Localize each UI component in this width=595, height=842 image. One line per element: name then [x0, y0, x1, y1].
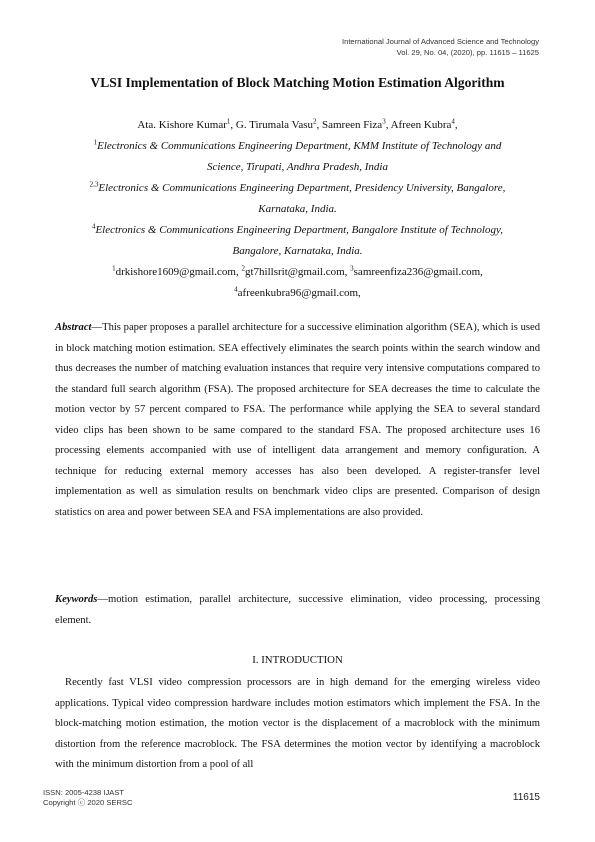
author-sup: 3 — [382, 117, 386, 126]
affiliation-line: Bangalore, Karnataka, India. — [232, 245, 363, 257]
email-address[interactable]: gt7hillsrit@gmail.com, — [245, 266, 348, 278]
section-heading: I. INTRODUCTION — [252, 654, 343, 666]
footer-info — [43, 788, 132, 808]
affiliation — [52, 220, 543, 241]
affiliation — [52, 199, 543, 220]
email-sup: 2 — [241, 264, 245, 273]
author-block — [52, 115, 543, 304]
issn: ISSN: 2005-4238 IJAST — [43, 788, 125, 797]
abstract-text: —This paper proposes a parallel architecture for a successive elimination algorithm (SEA), which is used in block matching motion estimation. SEA effectively eliminates the search points within the search window and thus decreases the number of matching evaluation instances that require very intensive computations compared to the standard full search algorithm (FSA). The proposed architecture for SEA decreases the time to calculate the motion vector by 57 percent compared to FSA. The performance while applying the SEA to several standard video clips has been shown to be same compared to the standard FSA. The proposed architecture uses 16 processing elements accompanied with use of intelligent data arrangement and memory configuration. A technique for reducing external memory accesses has also been developed. A register-transfer level implementation as well as simulation results on benchmark video clips are presented. Comparison of design statistics on area and power between SEA and FSA implementations are also provided. — [55, 322, 540, 518]
author-name: Afreen Kubra — [390, 119, 452, 131]
affiliation-line: Electronics & Communications Engineering Department, KMM Institute of Technology and — [97, 140, 502, 152]
affiliation-sup: 1 — [93, 138, 98, 147]
affiliation — [52, 178, 543, 199]
affiliation-sup: 2,3 — [89, 180, 99, 189]
author-name: G. Tirumala Vasu — [235, 119, 313, 131]
affiliation-line: Electronics & Communications Engineering Department, Presidency University, Bangalore, — [98, 182, 506, 194]
copyright: Copyright ⓒ 2020 SERSC — [43, 798, 133, 807]
email-address[interactable]: drkishore1609@gmail.com, — [115, 266, 239, 278]
journal-name: International Journal of Advanced Science and Technology — [341, 37, 539, 46]
affiliation — [52, 157, 543, 178]
abstract-label: Abstract — [55, 322, 92, 333]
keywords — [55, 590, 540, 631]
author-sup: 2 — [313, 117, 317, 126]
journal-volume: Vol. 29, No. 04, (2020), pp. 11615 – 11625 — [396, 48, 539, 57]
email-line — [52, 262, 543, 283]
paper-title: VLSI Implementation of Block Matching Motion Estimation Algorithm — [90, 75, 505, 90]
abstract — [55, 318, 540, 523]
affiliation-line: Electronics & Communications Engineering Department, Bangalore Institute of Technology, — [95, 224, 504, 236]
affiliation — [52, 241, 543, 262]
author-name: Ata. Kishore Kumar — [137, 119, 227, 131]
keywords-text: —motion estimation, parallel architecture, successive elimination, video processing, processing element. — [55, 594, 540, 626]
email-line — [52, 283, 543, 304]
author-name: Samreen Fiza — [322, 119, 383, 131]
journal-header — [342, 36, 539, 58]
affiliation — [52, 136, 543, 157]
affiliation-sup: 4 — [91, 222, 96, 231]
affiliation-line: Karnataka, India. — [258, 203, 337, 215]
email-sup: 1 — [112, 264, 116, 273]
author-sup: 4 — [451, 117, 455, 126]
author-list: Ata. Kishore Kumar$^1$, G. Tirumala Vasu$^2$, Samreen Fiza$^3$, Afreen Kubra$^4$, — [137, 117, 458, 131]
introduction-paragraph: Recently fast VLSI video compression processors are in high demand for the emerging wireless video applications. Typical video compression hardware includes motion estimators which implement the FSA. In the block-matching motion estimation, the motion vector is the displacement of a macroblock with the minimum distortion from the reference macroblock. The FSA determines the motion vector by identifying a macroblock with the minimum distortion from a pool of all — [55, 677, 540, 770]
affiliation-line: Science, Tirupati, Andhra Pradesh, India — [207, 161, 388, 173]
author-sup: 1 — [226, 117, 231, 126]
email-address[interactable]: afreenkubra96@gmail.com, — [237, 287, 361, 299]
keywords-label: Keywords — [55, 594, 98, 605]
email-sup: 3 — [350, 264, 354, 273]
email-sup: 4 — [234, 285, 238, 294]
page-number: 11615 — [512, 792, 540, 803]
email-address[interactable]: samreenfiza236@gmail.com, — [353, 266, 483, 278]
